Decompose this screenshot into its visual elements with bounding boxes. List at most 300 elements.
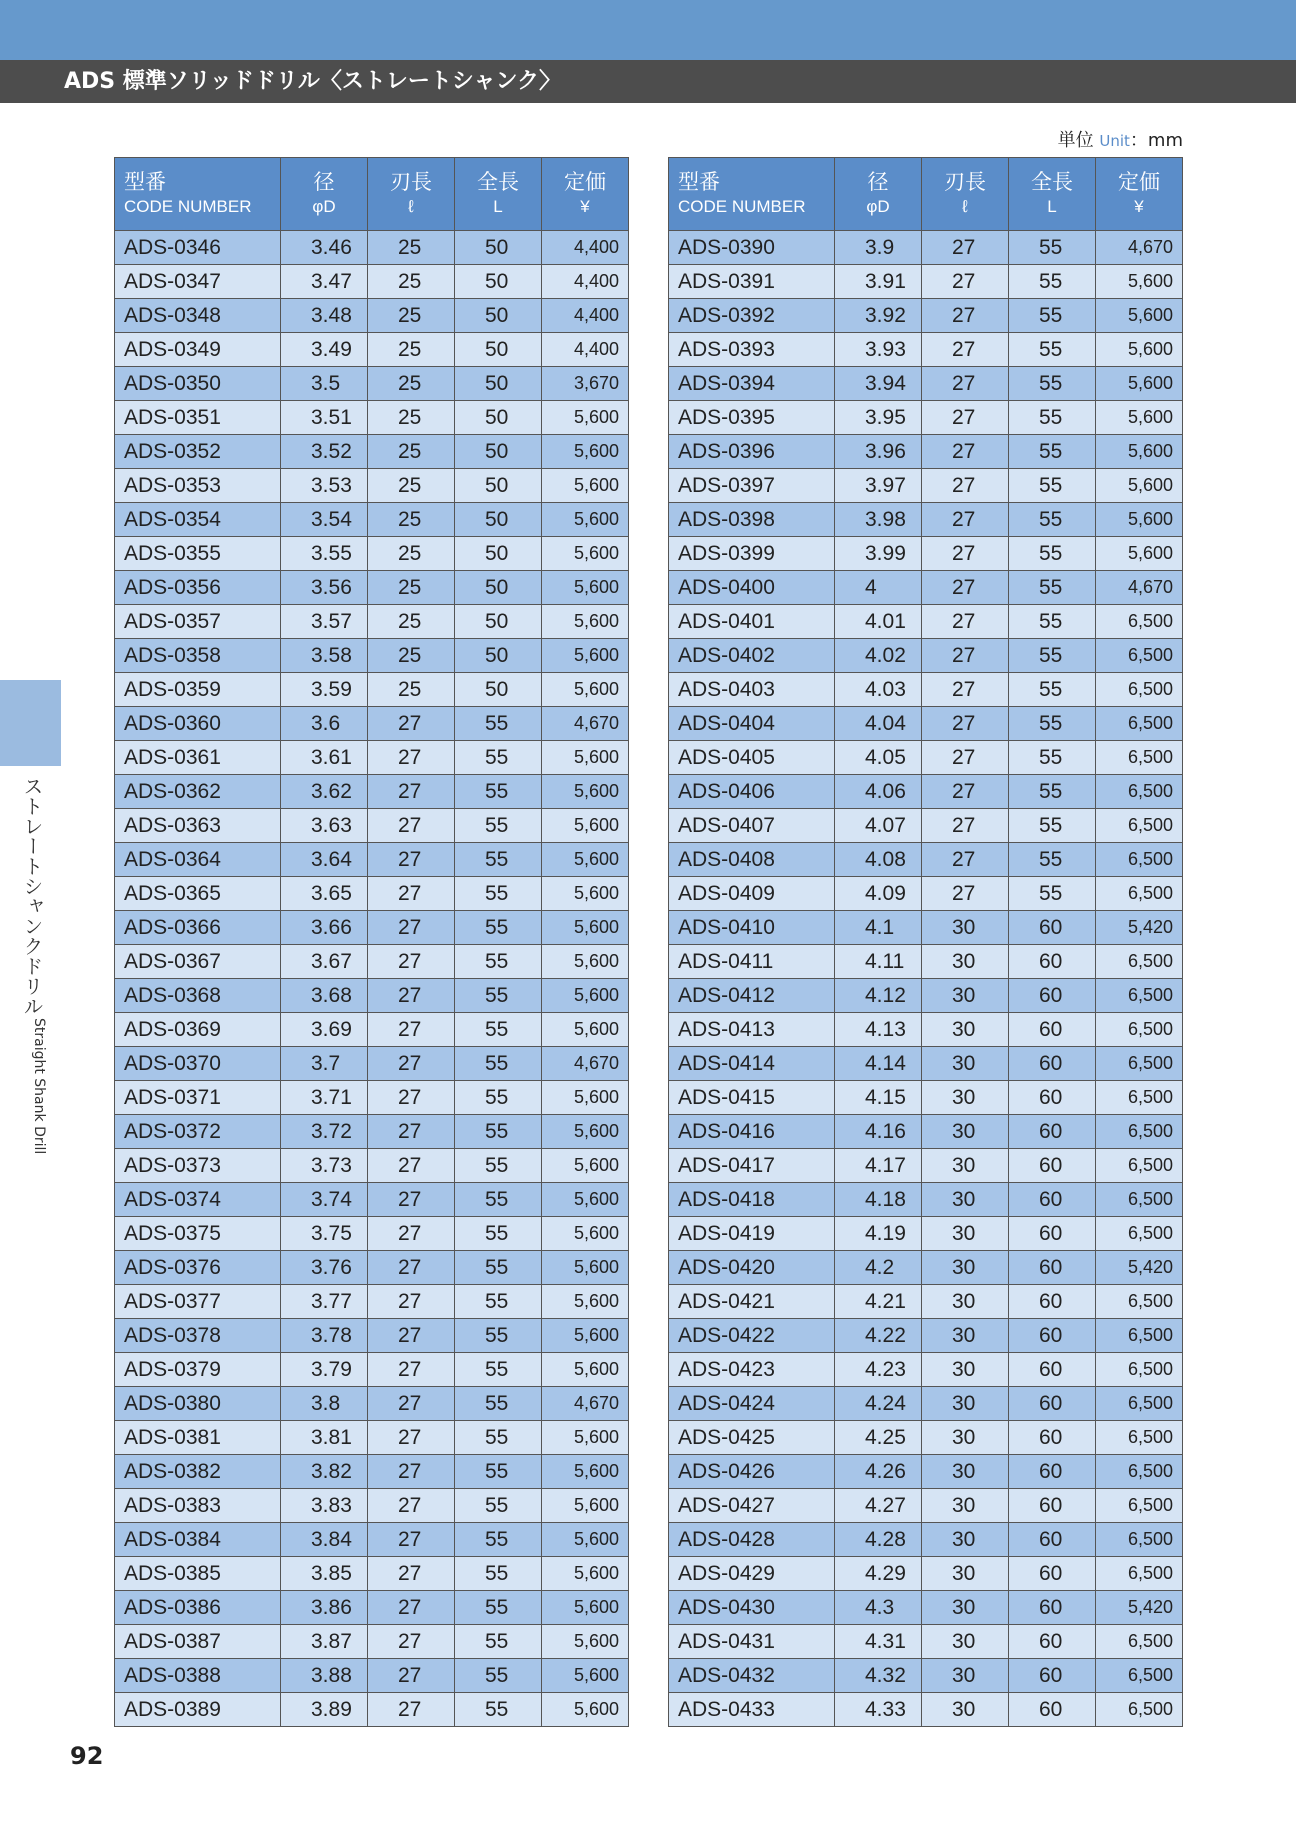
cell-diameter: 4.24 (835, 1387, 922, 1421)
cell-price: 5,600 (1096, 299, 1183, 333)
table-row (115, 1693, 629, 1727)
cell-diameter: 4.22 (835, 1319, 922, 1353)
cell-flute-length: 25 (368, 265, 455, 299)
cell-code: ADS-0393 (669, 333, 835, 367)
cell-overall-length: 50 (455, 673, 542, 707)
cell-price: 6,500 (1096, 707, 1183, 741)
cell-diameter: 3.84 (281, 1523, 368, 1557)
table-row (669, 367, 1183, 401)
table-row (115, 809, 629, 843)
top-color-band (0, 0, 1296, 60)
cell-code: ADS-0389 (115, 1693, 281, 1727)
cell-code: ADS-0359 (115, 673, 281, 707)
table-row (669, 843, 1183, 877)
cell-overall-length: 55 (1009, 571, 1096, 605)
cell-code: ADS-0366 (115, 911, 281, 945)
cell-flute-length: 25 (368, 333, 455, 367)
cell-diameter: 3.56 (281, 571, 368, 605)
unit-label-en: Unit (1099, 132, 1130, 150)
cell-price: 6,500 (1096, 1625, 1183, 1659)
cell-flute-length: 27 (922, 775, 1009, 809)
cell-code: ADS-0351 (115, 401, 281, 435)
cell-diameter: 3.48 (281, 299, 368, 333)
cell-overall-length: 55 (1009, 843, 1096, 877)
cell-price: 6,500 (1096, 1115, 1183, 1149)
table-row (115, 1285, 629, 1319)
table-row (669, 1285, 1183, 1319)
cell-overall-length: 60 (1009, 1693, 1096, 1727)
cell-code: ADS-0377 (115, 1285, 281, 1319)
cell-price: 5,600 (542, 605, 629, 639)
spec-table-left (114, 157, 629, 1727)
cell-diameter: 3.85 (281, 1557, 368, 1591)
cell-overall-length: 55 (455, 1489, 542, 1523)
cell-overall-length: 50 (455, 639, 542, 673)
side-label-ja: ストレートシャンクドリル (20, 776, 44, 1016)
table-row (669, 775, 1183, 809)
cell-price: 4,400 (542, 333, 629, 367)
table-row (115, 503, 629, 537)
table-row (115, 333, 629, 367)
cell-price: 6,500 (1096, 877, 1183, 911)
table-row (669, 1387, 1183, 1421)
cell-price: 5,600 (542, 1421, 629, 1455)
cell-flute-length: 27 (368, 1523, 455, 1557)
cell-overall-length: 55 (1009, 877, 1096, 911)
table-row (115, 979, 629, 1013)
cell-code: ADS-0371 (115, 1081, 281, 1115)
cell-code: ADS-0376 (115, 1251, 281, 1285)
cell-flute-length: 30 (922, 1251, 1009, 1285)
cell-price: 6,500 (1096, 673, 1183, 707)
cell-code: ADS-0383 (115, 1489, 281, 1523)
cell-flute-length: 25 (368, 503, 455, 537)
cell-flute-length: 27 (368, 1183, 455, 1217)
cell-code: ADS-0429 (669, 1557, 835, 1591)
cell-diameter: 3.89 (281, 1693, 368, 1727)
cell-price: 6,500 (1096, 1353, 1183, 1387)
cell-price: 5,600 (542, 1081, 629, 1115)
cell-code: ADS-0365 (115, 877, 281, 911)
cell-price: 4,670 (1096, 231, 1183, 265)
cell-diameter: 3.83 (281, 1489, 368, 1523)
cell-code: ADS-0409 (669, 877, 835, 911)
cell-overall-length: 55 (455, 1115, 542, 1149)
cell-code: ADS-0370 (115, 1047, 281, 1081)
cell-diameter: 3.92 (835, 299, 922, 333)
table-row (115, 469, 629, 503)
cell-price: 4,400 (542, 299, 629, 333)
cell-price: 6,500 (1096, 1489, 1183, 1523)
cell-flute-length: 25 (368, 367, 455, 401)
cell-price: 4,670 (542, 1047, 629, 1081)
cell-overall-length: 60 (1009, 1353, 1096, 1387)
cell-price: 6,500 (1096, 1285, 1183, 1319)
cell-flute-length: 27 (922, 469, 1009, 503)
cell-diameter: 4.15 (835, 1081, 922, 1115)
cell-code: ADS-0432 (669, 1659, 835, 1693)
table-row (669, 401, 1183, 435)
cell-overall-length: 55 (455, 1523, 542, 1557)
cell-code: ADS-0355 (115, 537, 281, 571)
cell-price: 6,500 (1096, 639, 1183, 673)
table-row (115, 741, 629, 775)
cell-price: 6,500 (1096, 809, 1183, 843)
table-row (669, 1455, 1183, 1489)
cell-code: ADS-0394 (669, 367, 835, 401)
cell-overall-length: 50 (455, 503, 542, 537)
cell-diameter: 3.78 (281, 1319, 368, 1353)
table-row (669, 741, 1183, 775)
cell-flute-length: 27 (368, 1421, 455, 1455)
cell-code: ADS-0430 (669, 1591, 835, 1625)
cell-overall-length: 60 (1009, 1081, 1096, 1115)
cell-code: ADS-0395 (669, 401, 835, 435)
cell-code: ADS-0349 (115, 333, 281, 367)
cell-flute-length: 27 (922, 503, 1009, 537)
cell-price: 5,600 (542, 911, 629, 945)
table-row (115, 1591, 629, 1625)
cell-price: 6,500 (1096, 1217, 1183, 1251)
cell-overall-length: 60 (1009, 1217, 1096, 1251)
table-row (115, 571, 629, 605)
cell-diameter: 4.05 (835, 741, 922, 775)
cell-diameter: 4.13 (835, 1013, 922, 1047)
cell-overall-length: 55 (455, 1183, 542, 1217)
cell-overall-length: 60 (1009, 1149, 1096, 1183)
cell-flute-length: 30 (922, 1489, 1009, 1523)
cell-overall-length: 50 (455, 469, 542, 503)
cell-price: 6,500 (1096, 1557, 1183, 1591)
cell-flute-length: 27 (368, 1625, 455, 1659)
table-row (115, 877, 629, 911)
cell-code: ADS-0420 (669, 1251, 835, 1285)
cell-code: ADS-0418 (669, 1183, 835, 1217)
cell-code: ADS-0398 (669, 503, 835, 537)
cell-flute-length: 27 (368, 945, 455, 979)
cell-price: 5,600 (542, 673, 629, 707)
table-body-left (115, 231, 629, 1727)
cell-price: 6,500 (1096, 1659, 1183, 1693)
cell-overall-length: 60 (1009, 1013, 1096, 1047)
cell-overall-length: 55 (455, 1693, 542, 1727)
table-row (669, 707, 1183, 741)
table-row (115, 639, 629, 673)
cell-code: ADS-0387 (115, 1625, 281, 1659)
table-row (669, 1421, 1183, 1455)
cell-price: 6,500 (1096, 1387, 1183, 1421)
cell-diameter: 3.91 (835, 265, 922, 299)
cell-code: ADS-0399 (669, 537, 835, 571)
cell-diameter: 3.62 (281, 775, 368, 809)
cell-code: ADS-0431 (669, 1625, 835, 1659)
table-row (115, 1149, 629, 1183)
cell-diameter: 4 (835, 571, 922, 605)
cell-price: 5,600 (542, 1149, 629, 1183)
table-row (115, 367, 629, 401)
cell-flute-length: 25 (368, 537, 455, 571)
table-row (669, 1149, 1183, 1183)
cell-flute-length: 27 (922, 367, 1009, 401)
cell-flute-length: 30 (922, 1625, 1009, 1659)
cell-flute-length: 30 (922, 1013, 1009, 1047)
cell-price: 5,600 (542, 809, 629, 843)
cell-diameter: 3.54 (281, 503, 368, 537)
cell-overall-length: 55 (1009, 265, 1096, 299)
cell-code: ADS-0378 (115, 1319, 281, 1353)
cell-diameter: 3.71 (281, 1081, 368, 1115)
cell-diameter: 3.94 (835, 367, 922, 401)
cell-code: ADS-0402 (669, 639, 835, 673)
cell-overall-length: 55 (1009, 299, 1096, 333)
table-row (669, 333, 1183, 367)
cell-overall-length: 55 (455, 1047, 542, 1081)
cell-overall-length: 60 (1009, 1183, 1096, 1217)
cell-overall-length: 50 (455, 605, 542, 639)
cell-overall-length: 55 (455, 741, 542, 775)
table-row (115, 1047, 629, 1081)
cell-flute-length: 25 (368, 435, 455, 469)
cell-diameter: 3.52 (281, 435, 368, 469)
cell-code: ADS-0419 (669, 1217, 835, 1251)
table-row (669, 809, 1183, 843)
cell-flute-length: 25 (368, 605, 455, 639)
cell-flute-length: 30 (922, 1183, 1009, 1217)
cell-price: 5,600 (542, 537, 629, 571)
cell-code: ADS-0368 (115, 979, 281, 1013)
cell-code: ADS-0396 (669, 435, 835, 469)
cell-flute-length: 27 (922, 809, 1009, 843)
cell-flute-length: 30 (922, 1523, 1009, 1557)
cell-overall-length: 50 (455, 571, 542, 605)
cell-diameter: 4.16 (835, 1115, 922, 1149)
cell-flute-length: 25 (368, 231, 455, 265)
cell-code: ADS-0353 (115, 469, 281, 503)
cell-code: ADS-0347 (115, 265, 281, 299)
cell-overall-length: 60 (1009, 1047, 1096, 1081)
cell-price: 6,500 (1096, 1183, 1183, 1217)
cell-diameter: 3.98 (835, 503, 922, 537)
cell-flute-length: 27 (922, 435, 1009, 469)
table-row (669, 1625, 1183, 1659)
table-row (669, 1353, 1183, 1387)
cell-code: ADS-0348 (115, 299, 281, 333)
cell-overall-length: 55 (455, 1353, 542, 1387)
cell-price: 5,600 (542, 1013, 629, 1047)
cell-price: 5,600 (542, 571, 629, 605)
side-label-en: Straight Shank Drill (31, 1018, 47, 1155)
cell-price: 5,600 (542, 1319, 629, 1353)
cell-code: ADS-0423 (669, 1353, 835, 1387)
table-row (115, 231, 629, 265)
table-row (669, 1081, 1183, 1115)
cell-code: ADS-0404 (669, 707, 835, 741)
cell-code: ADS-0361 (115, 741, 281, 775)
cell-price: 5,600 (542, 775, 629, 809)
cell-price: 5,600 (1096, 265, 1183, 299)
cell-flute-length: 27 (368, 1013, 455, 1047)
cell-diameter: 3.75 (281, 1217, 368, 1251)
cell-diameter: 4.18 (835, 1183, 922, 1217)
cell-flute-length: 30 (922, 979, 1009, 1013)
cell-price: 5,600 (542, 843, 629, 877)
cell-overall-length: 55 (1009, 639, 1096, 673)
cell-code: ADS-0388 (115, 1659, 281, 1693)
header-flute-length: 刃長 ℓ (368, 158, 455, 231)
cell-code: ADS-0415 (669, 1081, 835, 1115)
unit-label-ja: 単位 (1057, 130, 1094, 151)
cell-diameter: 3.82 (281, 1455, 368, 1489)
cell-flute-length: 30 (922, 1421, 1009, 1455)
cell-diameter: 3.64 (281, 843, 368, 877)
cell-overall-length: 60 (1009, 1557, 1096, 1591)
cell-diameter: 3.63 (281, 809, 368, 843)
cell-diameter: 4.21 (835, 1285, 922, 1319)
table-row (669, 1489, 1183, 1523)
cell-flute-length: 27 (922, 537, 1009, 571)
cell-diameter: 3.76 (281, 1251, 368, 1285)
cell-flute-length: 27 (922, 605, 1009, 639)
cell-overall-length: 50 (455, 265, 542, 299)
table-row (669, 911, 1183, 945)
table-row (669, 1591, 1183, 1625)
cell-price: 5,600 (1096, 537, 1183, 571)
cell-price: 6,500 (1096, 1455, 1183, 1489)
cell-price: 5,600 (542, 877, 629, 911)
header-diameter: 径 φD (835, 158, 922, 231)
cell-diameter: 4.03 (835, 673, 922, 707)
table-body-right (669, 231, 1183, 1727)
cell-diameter: 3.59 (281, 673, 368, 707)
unit-note (1058, 126, 1183, 152)
cell-diameter: 4.09 (835, 877, 922, 911)
cell-flute-length: 27 (368, 1455, 455, 1489)
cell-price: 6,500 (1096, 945, 1183, 979)
cell-diameter: 3.68 (281, 979, 368, 1013)
cell-diameter: 4.33 (835, 1693, 922, 1727)
cell-overall-length: 55 (1009, 231, 1096, 265)
cell-overall-length: 60 (1009, 1591, 1096, 1625)
cell-flute-length: 27 (922, 843, 1009, 877)
table-row (115, 265, 629, 299)
cell-overall-length: 50 (455, 537, 542, 571)
cell-code: ADS-0379 (115, 1353, 281, 1387)
cell-diameter: 3.97 (835, 469, 922, 503)
cell-price: 5,600 (542, 741, 629, 775)
table-row (669, 1217, 1183, 1251)
cell-flute-length: 27 (368, 1251, 455, 1285)
cell-flute-length: 27 (368, 1081, 455, 1115)
table-row (669, 537, 1183, 571)
cell-flute-length: 27 (368, 877, 455, 911)
cell-diameter: 4.25 (835, 1421, 922, 1455)
page-number: 92 (70, 1742, 104, 1770)
cell-price: 5,600 (542, 503, 629, 537)
table-row (115, 1353, 629, 1387)
header-diameter: 径 φD (281, 158, 368, 231)
cell-price: 6,500 (1096, 1081, 1183, 1115)
cell-overall-length: 60 (1009, 1489, 1096, 1523)
cell-flute-length: 25 (368, 299, 455, 333)
table-row (669, 1523, 1183, 1557)
table-row (115, 1625, 629, 1659)
cell-flute-length: 27 (368, 1115, 455, 1149)
cell-price: 6,500 (1096, 1523, 1183, 1557)
cell-overall-length: 55 (1009, 469, 1096, 503)
header-price: 定価 ¥ (542, 158, 629, 231)
cell-diameter: 4.01 (835, 605, 922, 639)
cell-price: 5,600 (542, 1659, 629, 1693)
cell-overall-length: 60 (1009, 1523, 1096, 1557)
cell-price: 5,600 (542, 1625, 629, 1659)
cell-price: 4,670 (542, 1387, 629, 1421)
cell-overall-length: 50 (455, 435, 542, 469)
cell-diameter: 3.58 (281, 639, 368, 673)
cell-code: ADS-0356 (115, 571, 281, 605)
cell-overall-length: 55 (455, 1251, 542, 1285)
cell-price: 5,600 (542, 469, 629, 503)
cell-code: ADS-0421 (669, 1285, 835, 1319)
cell-overall-length: 55 (1009, 741, 1096, 775)
cell-diameter: 4.11 (835, 945, 922, 979)
cell-flute-length: 27 (368, 1489, 455, 1523)
cell-price: 5,600 (1096, 333, 1183, 367)
cell-price: 5,600 (542, 1455, 629, 1489)
cell-overall-length: 55 (455, 877, 542, 911)
table-row (115, 775, 629, 809)
cell-flute-length: 30 (922, 945, 1009, 979)
table-row (669, 469, 1183, 503)
cell-code: ADS-0403 (669, 673, 835, 707)
cell-flute-length: 27 (368, 741, 455, 775)
cell-code: ADS-0386 (115, 1591, 281, 1625)
cell-overall-length: 60 (1009, 1387, 1096, 1421)
cell-diameter: 4.32 (835, 1659, 922, 1693)
cell-overall-length: 55 (455, 1149, 542, 1183)
cell-diameter: 3.55 (281, 537, 368, 571)
cell-flute-length: 27 (368, 775, 455, 809)
cell-price: 5,420 (1096, 911, 1183, 945)
cell-code: ADS-0416 (669, 1115, 835, 1149)
table-row (669, 1013, 1183, 1047)
cell-flute-length: 30 (922, 1285, 1009, 1319)
cell-diameter: 4.28 (835, 1523, 922, 1557)
cell-flute-length: 30 (922, 1149, 1009, 1183)
cell-flute-length: 27 (368, 1659, 455, 1693)
cell-price: 6,500 (1096, 775, 1183, 809)
cell-price: 5,600 (542, 1183, 629, 1217)
table-row (669, 231, 1183, 265)
table-row (669, 1115, 1183, 1149)
cell-diameter: 3.72 (281, 1115, 368, 1149)
cell-overall-length: 55 (1009, 503, 1096, 537)
cell-code: ADS-0391 (669, 265, 835, 299)
header-overall-length: 全長 L (455, 158, 542, 231)
cell-price: 5,600 (542, 1285, 629, 1319)
cell-price: 6,500 (1096, 1421, 1183, 1455)
cell-code: ADS-0406 (669, 775, 835, 809)
cell-flute-length: 30 (922, 1319, 1009, 1353)
cell-flute-length: 27 (368, 1047, 455, 1081)
table-row (115, 1659, 629, 1693)
cell-overall-length: 55 (1009, 333, 1096, 367)
cell-diameter: 3.73 (281, 1149, 368, 1183)
cell-price: 5,600 (542, 401, 629, 435)
cell-code: ADS-0428 (669, 1523, 835, 1557)
cell-overall-length: 55 (1009, 537, 1096, 571)
cell-price: 4,400 (542, 231, 629, 265)
cell-diameter: 3.95 (835, 401, 922, 435)
